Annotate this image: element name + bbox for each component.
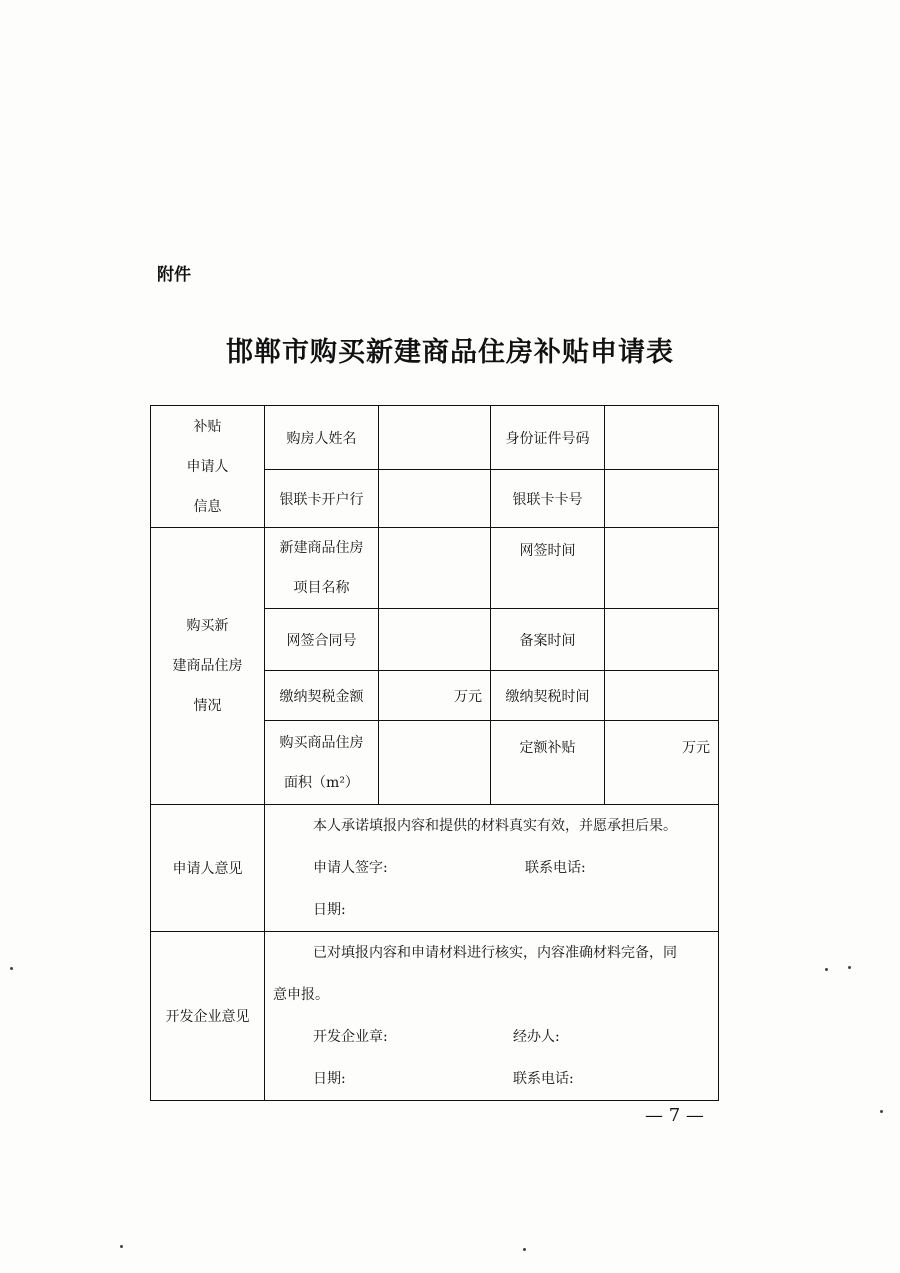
tax-time-field[interactable] xyxy=(605,671,719,721)
application-form-table xyxy=(150,405,719,1101)
applicant-section-label: 补贴 申请人 信息 xyxy=(151,406,265,528)
area-field[interactable] xyxy=(379,721,491,805)
scan-speck xyxy=(825,968,828,971)
developer-opinion-cell xyxy=(265,932,719,1101)
contract-number-field[interactable] xyxy=(379,609,491,671)
scan-speck xyxy=(120,1245,123,1248)
applicant-date-label: 日期: xyxy=(313,902,346,918)
developer-statement-line1: 已对填报内容和申请材料进行核实，内容准确材料完备，同 xyxy=(313,945,677,961)
subsidy-label: 定额补贴 xyxy=(491,721,605,805)
area-label: 购买商品住房 面积（m²） xyxy=(265,721,379,805)
developer-seal-row xyxy=(273,1016,710,1058)
tax-amount-label: 缴纳契税金额 xyxy=(265,671,379,721)
developer-statement-line2: 意申报。 xyxy=(273,987,329,1003)
record-time-label: 备案时间 xyxy=(491,609,605,671)
tax-time-label: 缴纳契税时间 xyxy=(491,671,605,721)
applicant-opinion-label: 申请人意见 xyxy=(151,805,265,932)
contract-number-label: 网签合同号 xyxy=(265,609,379,671)
subsidy-unit: 万元 xyxy=(682,740,710,756)
developer-date-label: 日期: xyxy=(313,1071,346,1087)
scan-speck xyxy=(523,1248,526,1251)
id-number-label: 身份证件号码 xyxy=(491,406,605,470)
developer-phone-label: 联系电话: xyxy=(513,1071,574,1087)
scan-speck xyxy=(880,1110,883,1113)
project-name-field[interactable] xyxy=(379,528,491,609)
buyer-name-label: 购房人姓名 xyxy=(265,406,379,470)
tax-amount-unit: 万元 xyxy=(454,688,482,705)
card-number-label: 银联卡卡号 xyxy=(491,470,605,528)
buyer-name-field[interactable] xyxy=(379,406,491,470)
form-title: 邯郸市购买新建商品住房补贴申请表 xyxy=(226,337,674,368)
sign-time-label: 网签时间 xyxy=(491,528,605,609)
attachment-label: 附件 xyxy=(157,265,191,285)
bank-label: 银联卡开户行 xyxy=(265,470,379,528)
developer-date-row xyxy=(273,1058,710,1100)
sign-time-field[interactable] xyxy=(605,528,719,609)
subsidy-field[interactable] xyxy=(605,721,719,805)
id-number-field[interactable] xyxy=(605,406,719,470)
page-number: — 7 — xyxy=(645,1105,704,1126)
purchase-section-label: 购买新 建商品住房 情况 xyxy=(151,528,265,805)
applicant-statement: 本人承诺填报内容和提供的材料真实有效，并愿承担后果。 xyxy=(313,818,677,834)
developer-seal-label: 开发企业章: xyxy=(313,1029,388,1045)
scan-speck xyxy=(848,966,851,969)
applicant-signature-label: 申请人签字: xyxy=(313,860,388,876)
applicant-sign-row xyxy=(273,847,710,889)
tax-amount-field[interactable] xyxy=(379,671,491,721)
card-number-field[interactable] xyxy=(605,470,719,528)
applicant-phone-label: 联系电话: xyxy=(525,860,586,876)
scan-speck xyxy=(10,967,13,970)
project-name-label: 新建商品住房 项目名称 xyxy=(265,528,379,609)
developer-handler-label: 经办人: xyxy=(513,1029,560,1045)
applicant-date-row xyxy=(273,889,710,931)
developer-opinion-label: 开发企业意见 xyxy=(151,932,265,1101)
bank-field[interactable] xyxy=(379,470,491,528)
record-time-field[interactable] xyxy=(605,609,719,671)
applicant-opinion-cell xyxy=(265,805,719,932)
